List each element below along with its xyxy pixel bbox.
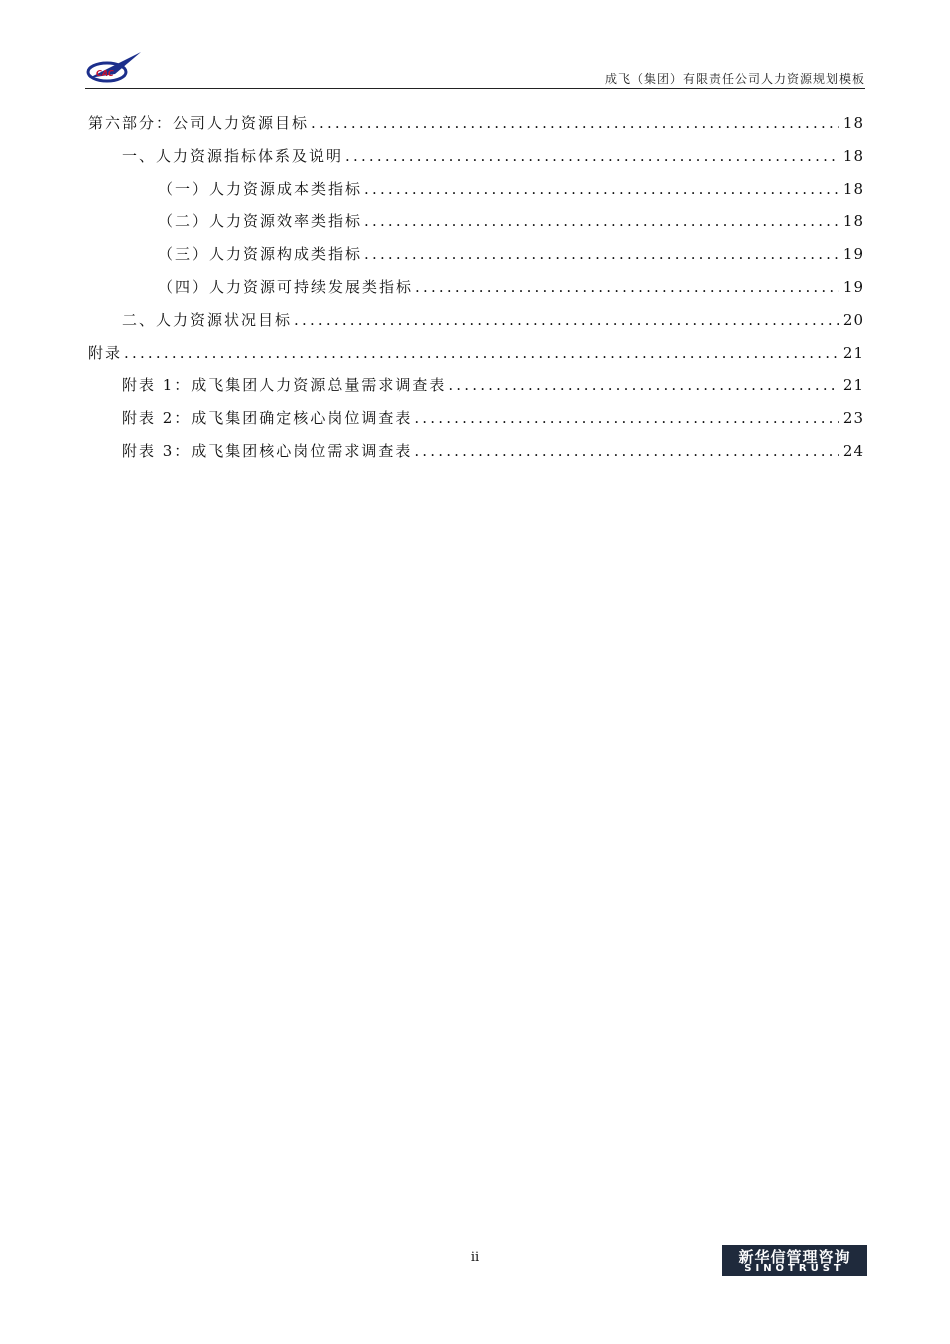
toc-dot-leader (415, 278, 839, 296)
toc-dot-leader (124, 344, 839, 362)
toc-entry-page: 21 (842, 343, 864, 362)
toc-dot-leader (294, 311, 839, 329)
toc-entry-page: 23 (842, 409, 864, 428)
toc-entry-page: 20 (842, 310, 864, 329)
toc-dot-leader (345, 147, 839, 165)
toc-entry-page: 21 (842, 376, 864, 395)
table-of-contents (88, 112, 864, 473)
toc-entry-title: 附表 3：成飞集团核心岗位需求调查表 (122, 441, 413, 460)
svg-text:CAC: CAC (96, 69, 114, 78)
header-rule (85, 88, 865, 89)
toc-entry[interactable] (88, 342, 864, 375)
page-number: ii (470, 1250, 480, 1265)
toc-entry[interactable] (88, 112, 864, 145)
toc-entry[interactable] (88, 440, 864, 473)
header-title: 成飞（集团）有限责任公司人力资源规划模板 (604, 72, 865, 86)
footer-logo-en-text: SINOTRUST (744, 1263, 845, 1274)
toc-entry-title: （二）人力资源效率类指标 (158, 212, 363, 231)
toc-entry-title: （三）人力资源构成类指标 (158, 245, 363, 264)
toc-entry-title: （一）人力资源成本类指标 (158, 179, 363, 198)
toc-entry[interactable] (88, 243, 864, 276)
toc-entry[interactable] (88, 276, 864, 309)
toc-entry[interactable] (88, 309, 864, 342)
sinotrust-logo (722, 1245, 867, 1276)
toc-entry[interactable] (88, 374, 864, 407)
toc-entry[interactable] (88, 145, 864, 178)
toc-entry-page: 18 (842, 146, 864, 165)
toc-entry-title: 一、人力资源指标体系及说明 (122, 146, 344, 165)
toc-dot-leader (448, 376, 839, 394)
page-header (85, 48, 865, 90)
toc-dot-leader (311, 114, 839, 132)
toc-entry-title: 附表 2：成飞集团确定核心岗位调查表 (122, 409, 413, 428)
toc-dot-leader (364, 212, 839, 230)
toc-entry[interactable] (88, 178, 864, 211)
toc-entry-title: 附表 1：成飞集团人力资源总量需求调查表 (122, 376, 447, 395)
toc-entry-page: 18 (842, 179, 864, 198)
toc-entry[interactable] (88, 210, 864, 243)
toc-entry-title: 第六部分：公司人力资源目标 (88, 114, 310, 132)
toc-entry[interactable] (88, 407, 864, 440)
toc-entry-page: 19 (842, 245, 864, 264)
toc-entry-title: 附录 (88, 343, 123, 362)
cac-aircraft-logo-icon (85, 48, 145, 88)
toc-entry-page: 18 (842, 114, 864, 132)
toc-entry-page: 18 (842, 212, 864, 231)
footer-logo-cn-text: 新华信管理咨询 (738, 1248, 851, 1266)
toc-dot-leader (414, 409, 839, 427)
toc-entry-title: 二、人力资源状况目标 (122, 310, 293, 329)
toc-entry-page: 19 (842, 277, 864, 296)
toc-dot-leader (414, 442, 839, 460)
toc-dot-leader (364, 180, 839, 198)
toc-dot-leader (364, 245, 839, 263)
toc-entry-page: 24 (842, 441, 864, 460)
toc-entry-title: （四）人力资源可持续发展类指标 (158, 277, 414, 296)
